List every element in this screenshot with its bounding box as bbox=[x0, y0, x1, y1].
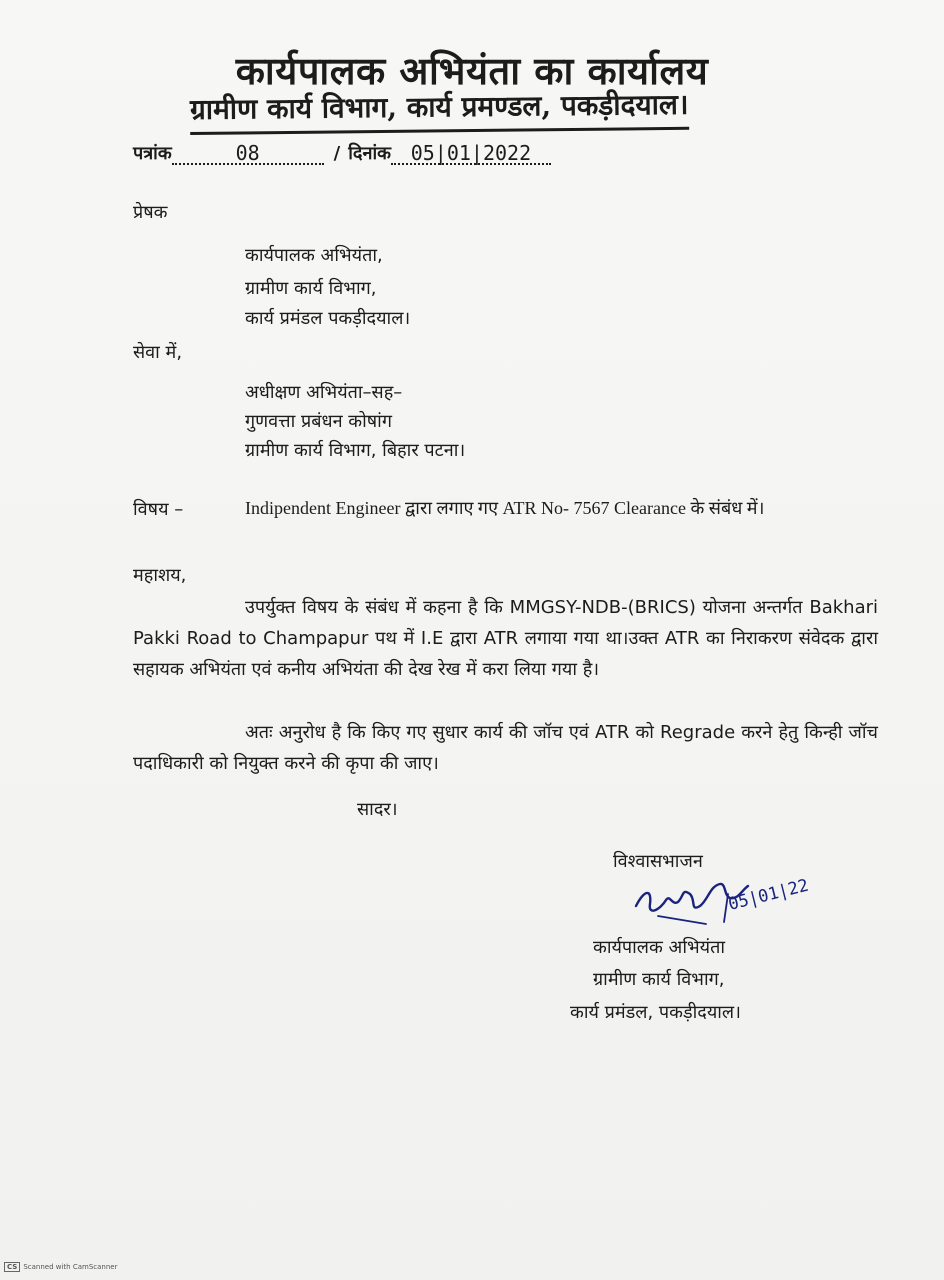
camscanner-logo-icon: CS bbox=[4, 1262, 20, 1272]
recipient-line-2: गुणवत्ता प्रबंधन कोषांग bbox=[245, 411, 392, 432]
date-label: दिनांक bbox=[348, 143, 391, 164]
handwritten-signature bbox=[630, 866, 820, 936]
signature-date: 05|01|22 bbox=[726, 875, 811, 915]
body-paragraph-2-text: अतः अनुरोध है कि किए गए सुधार कार्य की जॉच एवं ATR को Regrade करने हेतु किन्ही जॉच पदाधिकारी को नियुक्त करने की कृपा की जाए। bbox=[133, 722, 878, 774]
sender-line-2: ग्रामीण कार्य विभाग, bbox=[245, 278, 377, 299]
recipient-line-1: अधीक्षण अभियंता–सह– bbox=[245, 382, 403, 403]
designation-line-3: कार्य प्रमंडल, पकड़ीदयाल। bbox=[570, 1002, 741, 1023]
designation-line-2: ग्रामीण कार्य विभाग, bbox=[593, 969, 725, 990]
body-paragraph-1 bbox=[133, 592, 878, 685]
salutation: महाशय, bbox=[133, 565, 187, 586]
sender-line-1: कार्यपालक अभियंता, bbox=[245, 245, 383, 266]
watermark-text: Scanned with CamScanner bbox=[23, 1263, 118, 1271]
recipient-line-3: ग्रामीण कार्य विभाग, बिहार पटना। bbox=[245, 440, 466, 461]
subject-label: विषय – bbox=[133, 499, 184, 520]
yours-faithfully: विश्वासभाजन bbox=[613, 851, 703, 872]
sender-line-3: कार्य प्रमंडल पकड़ीदयाल। bbox=[245, 308, 411, 329]
letter-no-value: 08 bbox=[172, 143, 324, 165]
date-value: 05|01|2022 bbox=[391, 143, 551, 165]
reference-line bbox=[133, 141, 551, 165]
sender-label: प्रेषक bbox=[133, 202, 168, 223]
office-title: कार्यपालक अभियंता का कार्यालय bbox=[235, 48, 709, 93]
body-paragraph-2 bbox=[133, 717, 878, 779]
recipient-label: सेवा में, bbox=[133, 342, 183, 363]
department-line: ग्रामीण कार्य विभाग, कार्य प्रमण्डल, पकड़ीदयाल। bbox=[190, 85, 689, 135]
reference-separator: / bbox=[333, 143, 341, 164]
subject-text: Indipendent Engineer द्वारा लगाए गए ATR No- 7567 Clearance के संबंध में। bbox=[245, 498, 765, 518]
letter-no-label: पत्रांक bbox=[133, 143, 172, 164]
scanner-watermark bbox=[4, 1262, 117, 1272]
body-paragraph-1-text: उपर्युक्त विषय के संबंध में कहना है कि MMGSY-NDB-(BRICS) योजना अन्तर्गत Bakhari Pakki Road to Champapur पथ में I.E द्वारा ATR लगाया गया था।उक्त ATR का निराकरण संवेदक द्वारा सहायक अभियंता एवं कनीय अभियंता की देख रेख में करा लिया गया है। bbox=[133, 597, 878, 680]
closing: सादर। bbox=[357, 799, 398, 820]
designation-line-1: कार्यपालक अभियंता bbox=[593, 937, 725, 958]
